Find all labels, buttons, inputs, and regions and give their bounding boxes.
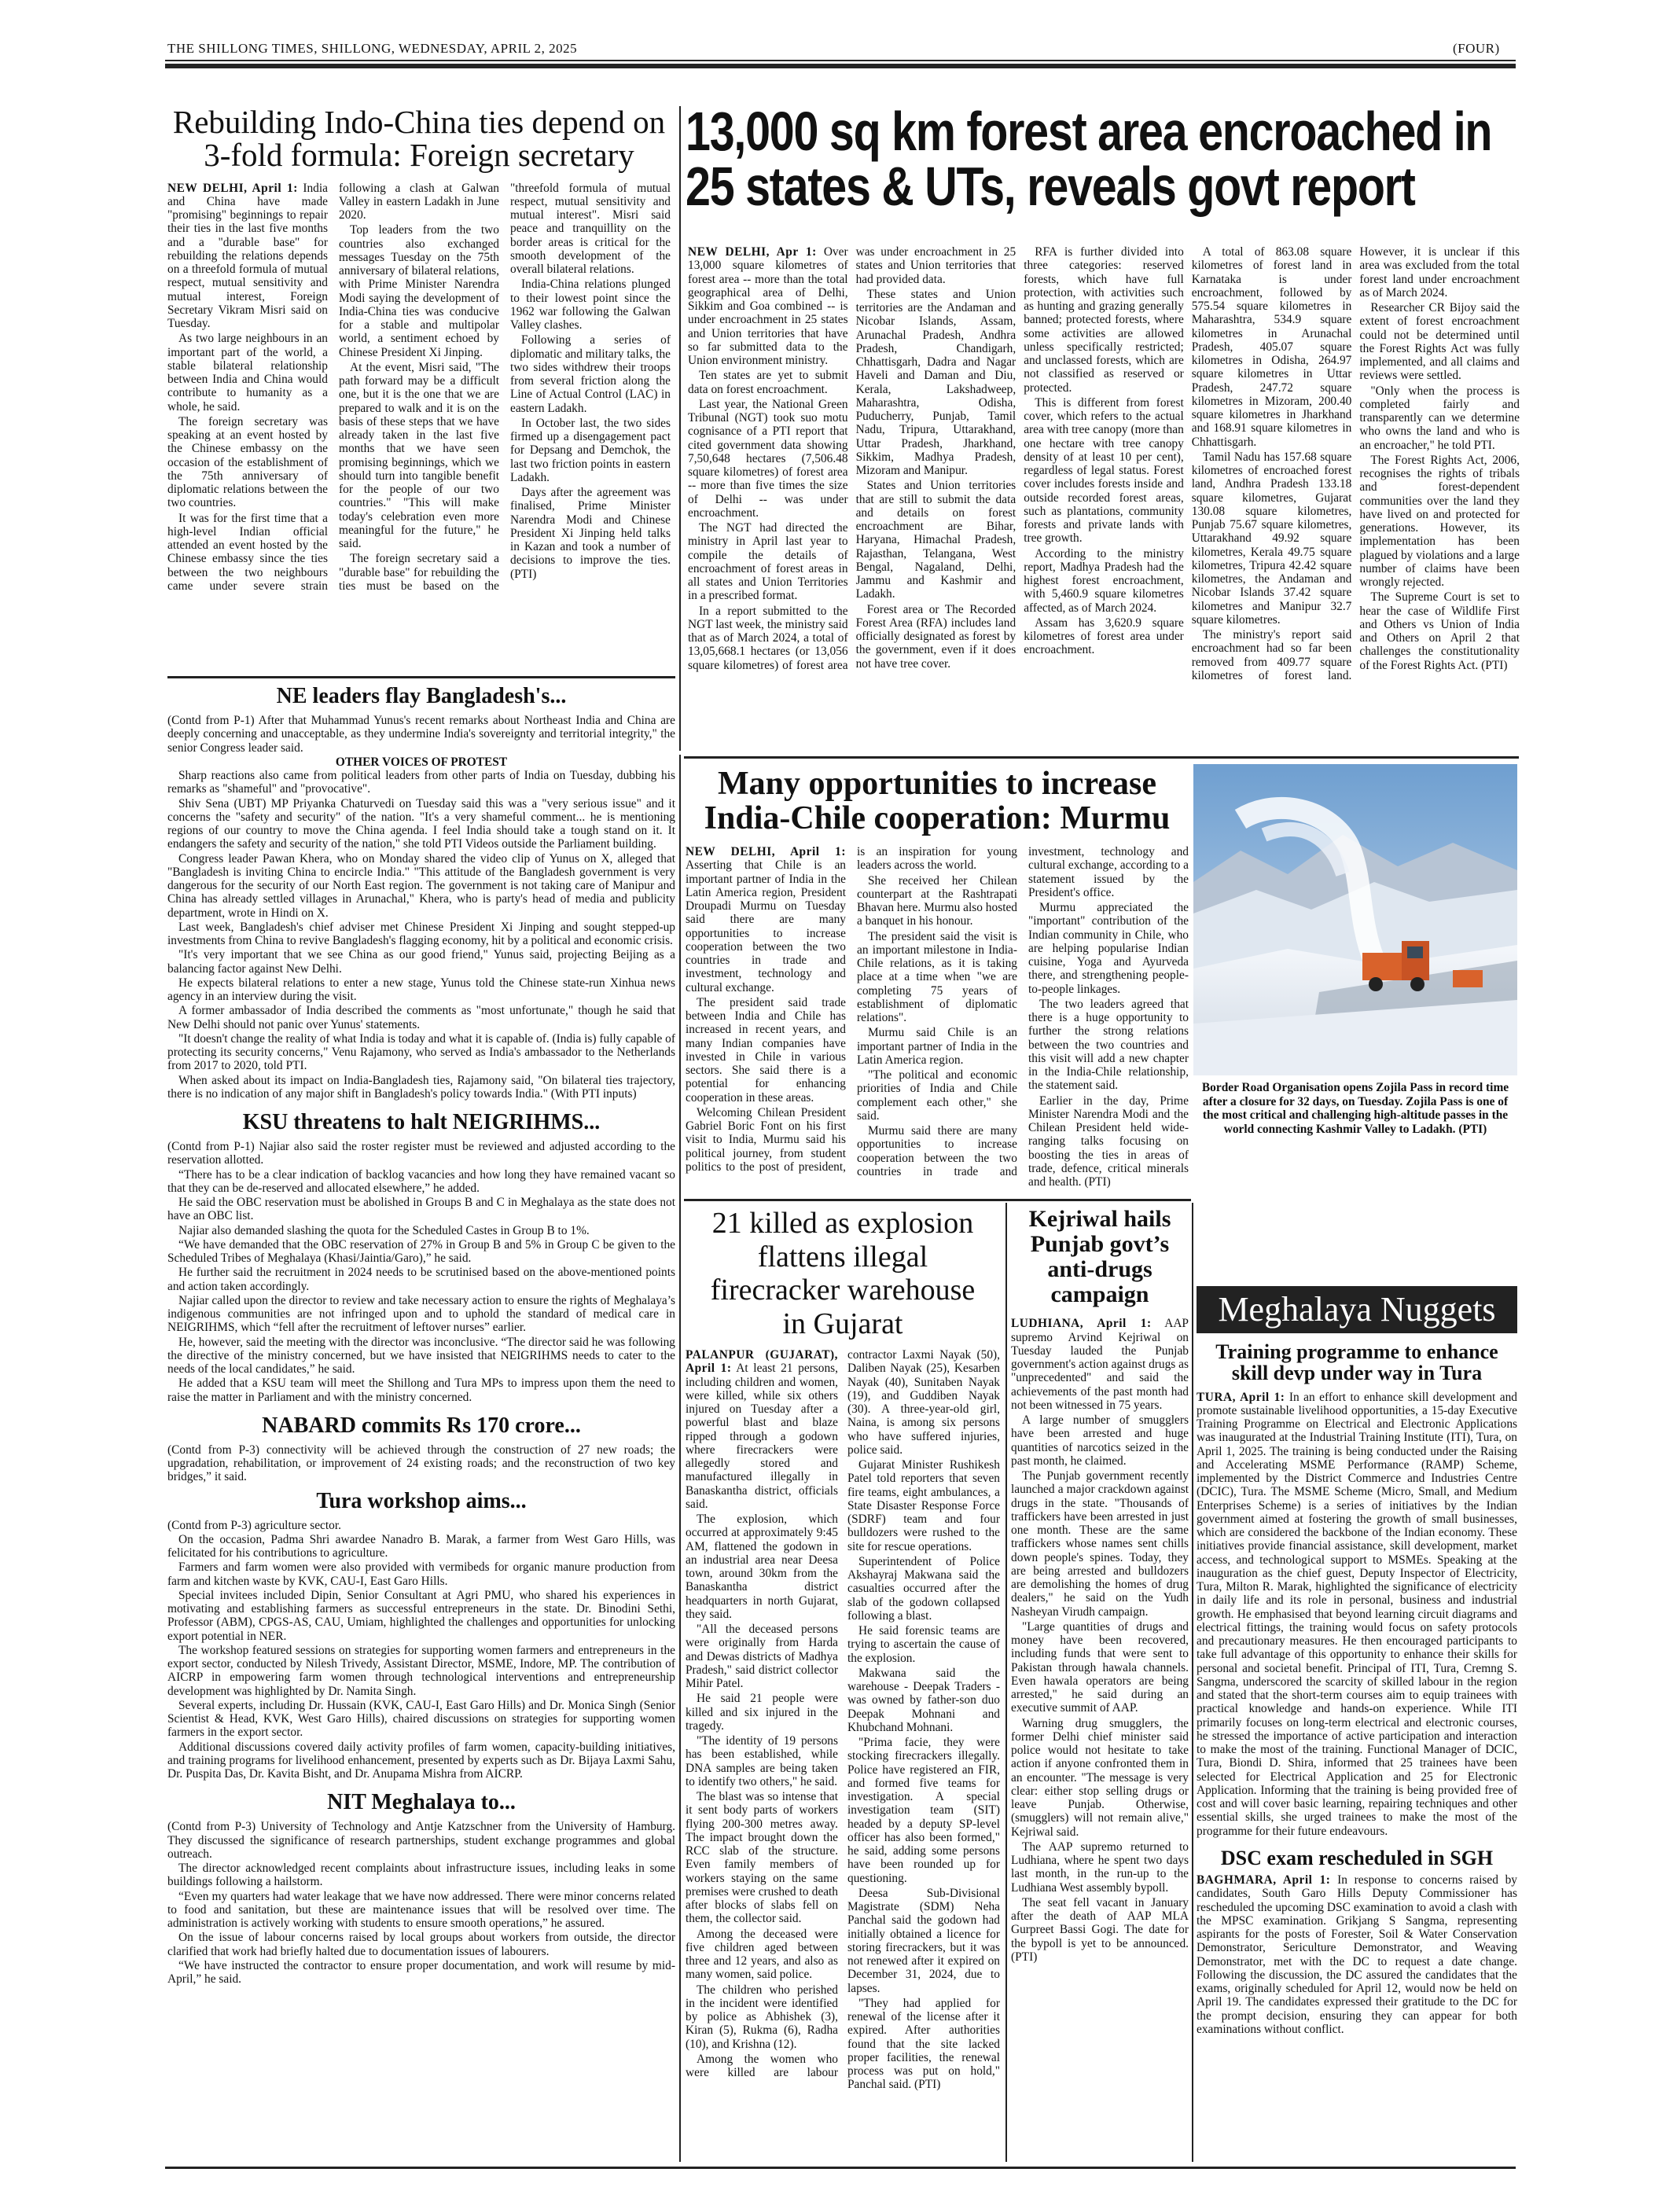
paragraph: The two leaders agreed that there is a huge opportunity to further the strong relations between the two countries and this visit will add a new chapter in the India-Chile relationship, the statement said. bbox=[1028, 997, 1189, 1093]
paragraph: Shiv Sena (UBT) MP Priyanka Chaturvedi on Tuesday said this was a "very serious issue" and it concerns the "safety and security" of the nation. "It's a very shameful comment... he is mentioning regions of our country to move the China agenda. I feel India should take a tough stand on it. It endangers the safety and security of the nation," she told PTI Videos outside the Parliament building. bbox=[167, 796, 675, 851]
nuggets-banner: Meghalaya Nuggets bbox=[1197, 1286, 1517, 1333]
ne-body bbox=[167, 714, 675, 1101]
paragraph: He, however, said the meeting with the director was inconclusive. “The director said he was following the directive of the ministry concerned, but we have insisted that NEIGRIHMS needs to cater to the needs of the local candidates,” he said. bbox=[167, 1335, 675, 1376]
nit-headline: NIT Meghalaya to... bbox=[327, 1790, 516, 1815]
column-rule bbox=[679, 106, 681, 751]
paragraph: Sharp reactions also came from political leaders from other parts of India on Tuesday, dubbing his remarks as "shameful" and "provocative". bbox=[167, 769, 675, 796]
bottom-rule bbox=[165, 2167, 1516, 2169]
paragraph: She received her Chilean counterpart at the Rashtrapati Bhavan here. Murmu also hosted a banquet in his honour. bbox=[857, 873, 1017, 928]
paragraph: “We have demanded that the OBC reservation of 27% in Group B and 5% in Group C be given to the Scheduled Tribes of Meghalaya (Khasi/Jaintia/Garo),” he said. bbox=[167, 1237, 675, 1265]
forest-story bbox=[686, 101, 1519, 217]
paragraph: At the event, Misri said, "The path forward may be a difficult one, but it is the one that we are prepared to walk and it is on the basis of these steps that we have already taken in the last five months that we have seen promising beginnings, which we should turn into tangible benefit for the people of our two countries." "This will make today's celebration even more meaningful for the future," he said. bbox=[339, 360, 499, 551]
paragraph: The AAP supremo returned to Ludhiana, where he spent two days last month, in the run-up to the Ludhiana West assembly bypoll. bbox=[1011, 1840, 1189, 1895]
paragraph: In an effort to enhance skill development and promote sustainable livelihood opportunities, a 15-day Executive Training Programme on Electrical and Electronic Applications was inaugurated at the Industrial Training Institute (ITI), Tura, on April 1, 2025. The training is being conducted under the Raising and Accelerating MSME Performance (RAMP) Scheme, implemented by the District Commerce and Industries Centre (DCIC), Tura. The MSME Scheme (Micro, Small, and Medium Enterprises Scheme) is a series of initiatives by the Indian government aimed at fostering the growth of small businesses, which are considered the backbone of the Indian economy. These initiatives provide financial assistance, skill development, market access, and technological support to MSMEs. Speaking at the inauguration as the chief guest, Deputy Inspector of Electricity, Tura, Milton R. Marak, highlighted the significance of electricity in daily life and its role in personal, business and industrial growth. He emphasised that beyond learning circuit diagrams and electrical fittings, the training would focus on safety protocols and precautionary measures. He then encouraged participants to take full advantage of this opportunity to enhance their skills for personal and societal benefit. Principal of ITI, Tura, Cremng S. Sangma, underscored the scarcity of skilled labour in the region and stated that the short-term courses aim to equip trainees with practical knowledge and hands-on experience. While ITI primarily focuses on long-term electrical and electronic courses, he stressed the importance of active participation and interaction to make the most of the training. Functional Manager of DCIC, Tura, Biondi D. Shira, informed that 25 trainees have been selected for Electrical Application and 25 for Electronic Application. Informing that the training is being provided free of cost and will cover basic learning, repairing techniques and other essential skills, she urged trainees to make the most of the programme for their future endeavours. bbox=[1197, 1390, 1517, 1838]
paragraph: The director acknowledged recent complaints about infrastructure issues, including leaks in some buildings following a hailstorm. bbox=[167, 1862, 675, 1889]
paragraph: In response to concerns raised by candidates, South Garo Hills Deputy Commissioner has rescheduled the upcoming DSC examination to avoid a clash with the MPSC examination. Grikjang S Sangma, representing aspirants for the posts of Forester, Soil & Water Conservation Demonstrator, Sericulture Demonstrator, and Weaving Demonstrator, met with the DC to request a date change. Following the discussion, the DC assured the candidates that the exams, originally scheduled for April 12, would now be held on April 19. The candidates expressed their gratitude to the DC for the prompt decision, ensuring they can appear for both examinations without conflict. bbox=[1197, 1873, 1517, 2036]
dateline: NEW DELHI, Apr 1: bbox=[688, 245, 817, 259]
paragraph: The workshop featured sessions on strategies for supporting women farmers and entrepreneurs in the export sector, conducted by Nilesh Trivedy, Assistant Director, MSME, Indore, MP. The contribution of AICRP in empowering farm women through technological interventions and entrepreneurship development was highlighted by Dr. Namita Singh. bbox=[167, 1643, 675, 1698]
dateline: NEW DELHI, April 1: bbox=[167, 181, 298, 195]
zojila-photo bbox=[1193, 764, 1517, 1075]
headline: Rebuilding Indo-China ties depend on 3-fold formula: Foreign secretary bbox=[172, 104, 666, 173]
paragraph: The Supreme Court is set to hear the case of Wildlife First and Others vs Union of India and Others on April 2 that challenges the constitutionality of the Forest Rights Act. (PTI) bbox=[1359, 590, 1520, 672]
paragraph: "It doesn't change the reality of what India is today and what it is capable of. (India is) fully capable of protecting its security concerns," Venu Rajamony, who served as India's ambassador to the Netherlands from 2017 to 2020, told PTI. bbox=[167, 1031, 675, 1073]
paragraph: The NGT had directed the ministry in April last year to compile the details of encroachment of forest areas in all states and Union Territories in a prescribed format. bbox=[688, 521, 848, 603]
paragraph: Researcher CR Bijoy said the extent of forest encroachment could not be determined until the Forest Rights Act was fully implemented, and all claims and reviews were settled. bbox=[1359, 301, 1520, 383]
paragraph: Ten states are yet to submit data on forest encroachment. bbox=[688, 369, 848, 396]
tura-headline: Tura workshop aims... bbox=[316, 1488, 527, 1513]
paragraph: The Forest Rights Act, 2006, recognises the rights of tribals and forest-dependent communities over the land they have lived on and protected for generations. However, its implementation has been plagued by violations and a large number of claims have been wrongly rejected. bbox=[1359, 453, 1520, 589]
top-rule-thick bbox=[165, 64, 1516, 68]
paragraph: “There has to be a clear indication of backlog vacancies and how long they have remained vacant so that they can be de-reserved and allocated elsewhere,” he added. bbox=[167, 1167, 675, 1195]
china-story bbox=[167, 106, 671, 724]
paragraph: The seat fell vacant in January after the death of AAP MLA Gurpreet Bassi Gogi. The date for the bypoll is yet to be announced. (PTI) bbox=[1011, 1895, 1189, 1964]
nuggets-story1-body bbox=[1197, 1391, 1517, 1838]
paragraph: A total of 863.08 square kilometres of forest land in Karnataka is under encroachment, followed by 575.54 square kilometres in Maharashtra, 534.9 square kilometres in Arunachal Pradesh, 405.07 square kilometres in Odisha, 264.97 square kilometres in Uttar Pradesh, 247.72 square kilometres in Mizoram, 200.40 square kilometres in Jharkhand and 168.91 square kilometres in Chhattisgarh. bbox=[1191, 245, 1352, 449]
paragraph: Najiar called upon the director to review and take necessary action to ensure the rights of Meghalaya’s indigenous communities are not infringed upon and to uphold the standard of medical care in NEIGRIHMS, which “fell after the recruitment of leftover nurses” earlier. bbox=[167, 1293, 675, 1335]
nabard-headline: NABARD commits Rs 170 crore... bbox=[262, 1413, 581, 1438]
gujarat-body bbox=[686, 1348, 1000, 2144]
paragraph: "Large quantities of drugs and money have been recovered, including funds that were sent to Pakistan through hawala channels. Even hawala operators are being arrested," he said during an executive summit of AAP. bbox=[1011, 1619, 1189, 1715]
paragraph: On the occasion, Padma Shri awardee Nanadro B. Marak, a farmer from West Garo Hills, was felicitated for his contributions to agriculture. bbox=[167, 1532, 675, 1560]
ksu-headline: KSU threatens to halt NEIGRIHMS... bbox=[242, 1110, 601, 1134]
paragraph: (Contd from P-1) After that Muhammad Yunus's recent remarks about Northeast India and China are deeply concerning and unacceptable, as they undermine India's sovereignty and territorial integrity," the senior Congress leader said. bbox=[167, 714, 675, 755]
paragraph: RFA is further divided into three categories: reserved forests, which have full protection, with activities such as hunting and grazing generally banned; protected forests, where some activities are allowed unless specifically restricted; and unclassed forests, which are not classified as reserved or protected. bbox=[1024, 245, 1184, 395]
paragraph: "Only when the process is completed fairly and transparently can we determine who owns the land and who is an encroacher," he told PTI. bbox=[1359, 384, 1520, 452]
ne-headline: NE leaders flay Bangladesh's... bbox=[276, 684, 567, 708]
paragraph: "The identity of 19 persons has been established, while DNA samples are being taken to identify two others," he said. bbox=[686, 1734, 838, 1788]
paragraph: Warning drug smugglers, the former Delhi chief minister said police would not hesitate to take action if anyone confronted them in an encounter. "The message is very clear: either stop selling drugs or leave Punjab. Otherwise, (smugglers) will not remain alive," Kejriwal said. bbox=[1011, 1716, 1189, 1839]
paragraph: (Contd from P-1) Najiar also said the roster register must be reviewed and adjusted according to the reservation allotted. bbox=[167, 1140, 675, 1167]
paragraph: The foreign secretary was speaking at an event hosted by the Chinese embassy on the occasion of the establishment of the 75th anniversary of diplomatic relations between the two countries. bbox=[167, 414, 328, 510]
paragraph: Tamil Nadu has 157.68 square kilometres of encroached forest land, Andhra Pradesh 133.18 square kilometres, Gujarat 130.08 square kilometres, Punjab 75.67 square kilometres, Uttarakhand 49.92 square kilometres, Kerala 49.75 square kilometres, Tripura 42.42 square kilometres, the Andaman and Nicobar Islands 37.42 square kilometres and Manipur 32.7 square kilometres. bbox=[1191, 450, 1352, 627]
paragraph: The explosion, which occurred at approximately 9:45 AM, flattened the godown in an industrial area near Deesa town, around 30km from the Banaskantha district headquarters in north Gujarat, they said. bbox=[686, 1513, 838, 1621]
nuggets-story2-headline: DSC exam rescheduled in SGH bbox=[1220, 1846, 1494, 1869]
paragraph: Assam has 3,620.9 square kilometres of forest area under encroachment. bbox=[1024, 616, 1184, 657]
paragraph: A former ambassador of India described the comments as "most unfortunate," though he said that New Delhi should not panic over Yunus' statements. bbox=[167, 1004, 675, 1031]
paragraph: Additional discussions covered daily activity profiles of farm women, capacity-building initiatives, and training programs for livelihood enhancement, presented by experts such as Dr. Bijaya Laxmi Sahu, Dr. Puspita Das, Dr. Kavita Bisht, and Dr. Anupama Mishra from AICRP. bbox=[167, 1740, 675, 1781]
paragraph: India-China relations plunged to their lowest point since the 1962 war following the Galwan Valley clashes. bbox=[510, 278, 671, 333]
dateline: LUDHIANA, April 1: bbox=[1011, 1317, 1152, 1331]
section-rule bbox=[684, 756, 1519, 759]
column-rule bbox=[1005, 1203, 1007, 2162]
paragraph: Farmers and farm women were also provided with vermibeds for organic manure production from farm and kitchen waste by KVK, CAU-I, East Garo Hills. bbox=[167, 1560, 675, 1588]
paragraph: Over 13,000 square kilometres of forest area -- more than the total geographical area of Delhi, Sikkim and Goa combined -- is under encroachment in 25 states and Union territories that have so far submitted data to the Union environment ministry. bbox=[688, 245, 848, 367]
paragraph: Murmu said there are many opportunities to increase cooperation between the two countries in trade and investment, technology and cultural exchange, according to a statement issued by the President's office. bbox=[857, 845, 1189, 1178]
page-number: (FOUR) bbox=[1453, 41, 1500, 56]
section-rule bbox=[167, 676, 675, 678]
paragraph: In a report submitted to the NGT last week, the ministry said that as of March 2024, a total of 13,05,668.1 hectares (or 13,056 square kilometres) of forest area was under encroachment in 25 states and Union territories that had provided data. bbox=[688, 245, 1016, 672]
headline: Many opportunities to increase India-Chile cooperation: Murmu bbox=[704, 766, 1171, 837]
paragraph: Najiar also demanded slashing the quota for the Scheduled Castes in Group B to 1%. bbox=[178, 1223, 590, 1237]
paragraph: On the issue of labour concerns raised by local groups about workers from outside, the director clarified that work had briefly halted due to documentation issues of labourers. bbox=[167, 1931, 675, 1958]
paragraph: Murmu appreciated the "important" contribution of the Indian community in Chile, who are helping popularise Indian cuisine, Yoga and Ayurveda there, and strengthening people-to-people linkages. bbox=[1028, 901, 1189, 996]
paragraph: AAP supremo Arvind Kejriwal on Tuesday lauded the Punjab government's action against drugs as "unprecedented" and said the achievements of the past month had not been witnessed in 75 years. bbox=[1011, 1317, 1189, 1412]
china-body bbox=[167, 182, 671, 724]
paragraph: At least 21 persons, including children and women, were killed, while six others injured on Tuesday after a powerful blast and blaze ripped through a godown where firecrackers were allegedly stored and manufactured illegally in Banaskantha district, officials said. bbox=[686, 1362, 838, 1511]
paragraph: The blast was so intense that it sent body parts of workers flying 200-300 metres away. The impact brought down the RCC slab of the structure. Even family members of workers staying on the same premises were crushed to death after blocks of slabs fell on them, the collector said. bbox=[686, 1790, 838, 1926]
photo-caption: Border Road Organisation opens Zojila Pass in record time after a closure for 32 days, on Tuesday. Zojila Pass is one of the most critical and challenging high-altitude passes in the world connecting Kashmir Valley to Ladakh. (PTI) bbox=[1201, 1081, 1509, 1137]
paragraph: The president said the visit is an important milestone in India-Chile relations, as it is taking place at a time when "we are completing 75 years of establishment of diplomatic relations". bbox=[857, 929, 1017, 1025]
section-rule bbox=[684, 1199, 1191, 1201]
paragraph: He added that a KSU team will meet the Shillong and Tura MPs to impress upon them the need to raise the matter in Parliament and with the ministry concerned. bbox=[167, 1377, 675, 1404]
running-head-left: THE SHILLONG TIMES, SHILLONG, WEDNESDAY, APRIL 2, 2025 bbox=[167, 41, 578, 56]
paragraph: The ministry's report said encroachment had so far been removed from 409.77 square kilometres of forest land. However, it is unclear if this area was excluded from the total forest land under encroachment as of March 2024. bbox=[1191, 245, 1520, 682]
paragraph: (Contd from P-3) connectivity will be achieved through the construction of 27 new roads; the upgradation, rehabilitation, or improvement of 24 existing roads; and the reconstruction of two key bridges,” it said. bbox=[167, 1443, 675, 1484]
paragraph: Congress leader Pawan Khera, who on Monday shared the video clip of Yunus on X, alleged that "Bangladesh is inviting China to encircle India." "This attitude of the Bangladesh government is very dangerous for the security of our North East region. The government is not taking care of Manipur and China has already settled villages in Arunachal," Khera, who is party's head of media and publicity department, wrote in Hindi on X. bbox=[167, 851, 675, 920]
chile-story bbox=[686, 766, 1189, 1274]
paragraph: "Prima facie, they were stocking firecrackers illegally. Police have registered an FIR, and formed five teams for investigation. A special investigation team (SIT) headed by a deputy SP-level officer has also been formed," he said, adding some persons have been rounded up for questioning. bbox=[847, 1736, 1000, 1885]
paragraph: Top leaders from the two countries also exchanged messages Tuesday on the 75th anniversary of bilateral relations, with Prime Minister Narendra Modi saying the development of India-China ties was conducive for a stable and multipolar world, a sentiment echoed by Chinese President Xi Jinping. bbox=[339, 223, 499, 359]
paragraph: India and China have made "promising" beginnings to repair their ties in the last five months and a "durable base" for rebuilding the relations depends on a threefold formula of mutual respect, mutual sensitivity and mutual interest, Foreign Secretary Vikram Misri said on Tuesday. bbox=[167, 181, 328, 331]
paragraph: "The political and economic priorities of India and Chile complement each other," she said. bbox=[857, 1068, 1017, 1123]
paragraph: The children who perished in the incident were identified by police as Abhishek (3), Kiran (5), Rukma (6), Radha (10), and Krishna (12). bbox=[686, 1983, 838, 2051]
headline: 13,000 sq km forest area encroached in 25 states & UTs, reveals govt report bbox=[686, 101, 1492, 217]
paragraph: “We have instructed the contractor to ensure proper documentation, and work will resume by mid-April,” he said. bbox=[167, 1958, 675, 1986]
column-rule bbox=[1192, 1203, 1193, 2162]
paragraph: In October last, the two sides firmed up a disengagement pact for Depsang and Demchok, the last two friction points in eastern Ladakh. bbox=[510, 416, 671, 484]
paragraph: Murmu said Chile is an important partner of India in the Latin America region. bbox=[857, 1026, 1017, 1067]
ksu-body bbox=[167, 1140, 675, 1404]
tura-body bbox=[167, 1519, 675, 1781]
headline: 21 killed as explosion flattens illegal firecracker warehouse in Gujarat bbox=[710, 1207, 976, 1340]
paragraph: The president said trade between India and Chile has increased in recent years, and many Indian companies have invested in Chile in various sectors. She said there is a potential for enhancing cooperation in these areas. bbox=[686, 995, 846, 1105]
paragraph: Among the deceased were five children aged between three and 12 years, and also as many women, said police. bbox=[686, 1927, 838, 1982]
paragraph: When asked about its impact on India-Bangladesh ties, Rajamony said, "On bilateral ties trajectory, there is no indication of any major shift in Bangladesh's policy towards India." (With PTI inputs) bbox=[167, 1073, 675, 1101]
paragraph: Days after the agreement was finalised, Prime Minister Narendra Modi and Chinese President Xi Jinping held talks in Kazan and took a number of decisions to improve the ties. (PTI) bbox=[510, 486, 671, 581]
paragraph: He expects bilateral relations to enter a new stage, Yunus told the Chinese state-run Xinhua news agency in an interview during the visit. bbox=[167, 976, 675, 1003]
paragraph: These states and Union territories are the Andaman and Nicobar Islands, Assam, Arunachal Pradesh, Andhra Pradesh, Chandigarh, Chhattisgarh, Dadra and Nagar Haveli and Daman and Diu, Kerala, Lakshadweep, Maharashtra, Odisha, Puducherry, Punjab, Tamil Nadu, Tripura, Uttarakhand, Uttar Pradesh, Jharkhand, Sikkim, Madhya Pradesh, Mizoram and Manipur. bbox=[855, 287, 1016, 477]
paragraph: He further said the recruitment in 2024 needs to be scrutinised based on the above-mentioned points and action taken accordingly. bbox=[167, 1266, 675, 1293]
nuggets-story1-headline: Training programme to enhance skill devp under way in Tura bbox=[1215, 1340, 1498, 1385]
dateline: BAGHMARA, April 1: bbox=[1197, 1873, 1331, 1887]
paragraph: Last year, the National Green Tribunal (NGT) took suo motu cognisance of a PTI report that cited government data showing 7,50,648 hectares (7,506.48 square kilometres) of forest area -- more than five times the size of Delhi -- was under encroachment. bbox=[688, 397, 848, 520]
paragraph: "They had applied for renewal of the license after it expired. After authorities found that the site lacked proper facilities, the renewal process was put on hold," Panchal said. (PTI) bbox=[847, 1996, 1000, 2092]
dateline: NEW DELHI, April 1: bbox=[686, 845, 846, 859]
paragraph: (Contd from P-3) agriculture sector. bbox=[167, 1518, 341, 1532]
paragraph: "It's very important that we see China as our good friend," Yunus said, projecting Beijing as a balancing factor against New Delhi. bbox=[167, 948, 675, 976]
paragraph: “Even my quarters had water leakage that we have now addressed. There were minor concerns related to food and sanitation, but these are maintenance issues that will be resolved over time. The administration is actively working with students to ensure smooth operations,” he assured. bbox=[167, 1889, 675, 1930]
paragraph: It was for the first time that a high-level Indian official attended an event hosted by the Chinese embassy since the ties between the two neighbours came under severe strain following a clash at Galwan Valley in eastern Ladakh in June 2020. bbox=[167, 181, 499, 593]
nuggets-story2-body bbox=[1197, 1873, 1517, 2036]
running-head bbox=[167, 41, 1504, 57]
paragraph: Asserting that Chile is an important partner of India in the Latin America region, President Droupadi Murmu on Tuesday said there are many opportunities to increase cooperation between the two countries in trade and investment, technology and cultural exchange. bbox=[686, 858, 846, 994]
nuggets-section bbox=[1197, 1336, 1517, 2162]
paragraph: Forest area or The Recorded Forest Area (RFA) includes land officially designated as forest by the government, even if it does not have tree cover. bbox=[855, 602, 1016, 671]
left-continuations bbox=[167, 682, 675, 2168]
dateline: PALANPUR (GUJARAT), April 1: bbox=[686, 1348, 838, 1376]
paragraph: Deesa Sub-Divisional Magistrate (SDM) Neha Panchal said the godown had initially obtained a licence for storing firecrackers, but it was not renewed after it expired on December 31, 2024, due to lapses. bbox=[847, 1886, 1000, 1995]
paragraph: Several experts, including Dr. Hussain (KVK, CAU-I, East Garo Hills) and Dr. Monica Singh (Senior Scientist & Head, KVK, West Garo Hills), chaired discussions on strategies for supporting women farmers in the export sector. bbox=[167, 1698, 675, 1740]
dateline: TURA, April 1: bbox=[1197, 1390, 1285, 1404]
paragraph: This is different from forest cover, which refers to the actual area with tree canopy (more than one hectare with tree canopy density of at least 10 per cent), regardless of legal status. Forest cover includes forests inside and outside recorded forest areas, such as plantations, community forests and private lands with tree growth. bbox=[1024, 395, 1184, 546]
nit-body bbox=[167, 1820, 675, 1986]
gujarat-story bbox=[686, 1207, 1000, 2144]
paragraph: He said 21 people were killed and six injured in the tragedy. bbox=[686, 1692, 838, 1733]
paragraph: Following a series of diplomatic and military talks, the two sides withdrew their troops from several friction along the Line of Actual Control (LAC) in eastern Ladakh. bbox=[510, 333, 671, 415]
nabard-body bbox=[167, 1443, 675, 1484]
paragraph: Earlier in the day, Prime Minister Narendra Modi and the Chilean President held wide-ranging talks focusing on boosting the ties in areas of trade, defence, critical minerals and health. (PTI) bbox=[1028, 1094, 1189, 1189]
paragraph: He said the OBC reservation must be abolished in Groups B and C in Meghalaya as the state does not have an OBC list. bbox=[167, 1196, 675, 1223]
snow-clearing-photo bbox=[1193, 764, 1517, 1075]
ne-subhead: OTHER VOICES OF PROTEST bbox=[335, 755, 508, 769]
paragraph: Gujarat Minister Rushikesh Patel told reporters that seven fire teams, eight ambulances, a State Disaster Response Force (SDRF) team and four bulldozers were rushed to the site for rescue operations. bbox=[847, 1458, 1000, 1553]
kejriwal-story bbox=[1011, 1207, 1189, 2148]
paragraph: (Contd from P-3) University of Technology and Antje Katzschner from the University of Hamburg. They discussed the significance of research partnerships, student exchange programmes and global outreach. bbox=[167, 1820, 675, 1861]
forest-body bbox=[688, 245, 1520, 755]
top-rule bbox=[165, 60, 1516, 61]
paragraph: Special invitees included Dipin, Senior Consultant at Agri PMU, who shared his experiences in motivating and establishing farmers as successful entrepreneurs in the state. Dr. Binodini Sethi, Professor (ABM), CPGS-AS, CAU, Umiam, highlighted the challenges and opportunities for unlocking export potential in NER. bbox=[167, 1588, 675, 1643]
paragraph: Among the women who were killed are labour contractor Laxmi Nayak (50), Daliben Nayak (25), Kesarben Nayak (40), Sunitaben Nayak (19), and Guddiben Nayak (30). A three-year-old girl, Naina, is among six persons who have suffered injuries, police said. bbox=[686, 1348, 1000, 2080]
paragraph: Last week, Bangladesh's chief adviser met Chinese President Xi Jinping and sought stepped-up investments from China to revive Bangladesh's flagging economy, hit by a political and economic crisis. bbox=[167, 920, 675, 947]
paragraph: Makwana said the warehouse - Deepak Traders - was owned by father-son duo Deepak Mohnani and Khubchand Mohnani. bbox=[847, 1666, 1000, 1734]
paragraph: According to the ministry report, Madhya Pradesh had the highest forest encroachment, with 5,460.9 square kilometres affected, as of March 2024. bbox=[1024, 546, 1184, 615]
paragraph: As two large neighbours in an important part of the world, a stable bilateral relationship between India and China would contribute to humanity as a whole, he said. bbox=[167, 332, 328, 414]
paragraph: A large number of smugglers have been arrested and huge quantities of narcotics seized in the past month, he claimed. bbox=[1011, 1413, 1189, 1468]
paragraph: "All the deceased persons were originally from Harda and Dewas districts of Madhya Pradesh," said district collector Mihir Patel. bbox=[686, 1623, 838, 1691]
paragraph: States and Union territories that are still to submit the data and details on forest encroachment are Bihar, Haryana, Himachal Pradesh, Rajasthan, Telangana, West Bengal, Nagaland, Delhi, Jammu and Kashmir and Ladakh. bbox=[855, 479, 1016, 601]
kejriwal-body bbox=[1011, 1317, 1189, 2148]
column-rule bbox=[679, 755, 681, 2162]
paragraph: The foreign secretary said a "durable base" for rebuilding the ties must be based on the "threefold formula of mutual respect, mutual sensitivity and mutual interest". Misri said peace and tranquillity on the border areas is critical for the smooth development of the overall bilateral relations. bbox=[339, 181, 671, 593]
paragraph: The Punjab government recently launched a major crackdown against drugs in the state. "Thousands of traffickers have been arrested in just one month. These are the same traffickers whose names sent chills down people's spines. Today, they are being arrested and bulldozers are demolishing the homes of drug dealers," he said on the Yudh Nasheyan Virudh campaign. bbox=[1011, 1469, 1189, 1619]
headline: Kejriwal hails Punjab govt’s anti-drugs campaign bbox=[1028, 1206, 1171, 1308]
paragraph: Superintendent of Police Akshayraj Makwana said the casualties occurred after the slab of the godown collapsed following a blast. bbox=[847, 1554, 1000, 1623]
paragraph: He said forensic teams are trying to ascertain the cause of the explosion. bbox=[847, 1624, 1000, 1665]
paragraph: Welcoming Chilean President Gabriel Boric Font on his first visit to India, Murmu said his political journey, from student politics to the post of president, is an inspiration for young leaders across the world. bbox=[686, 845, 1017, 1174]
